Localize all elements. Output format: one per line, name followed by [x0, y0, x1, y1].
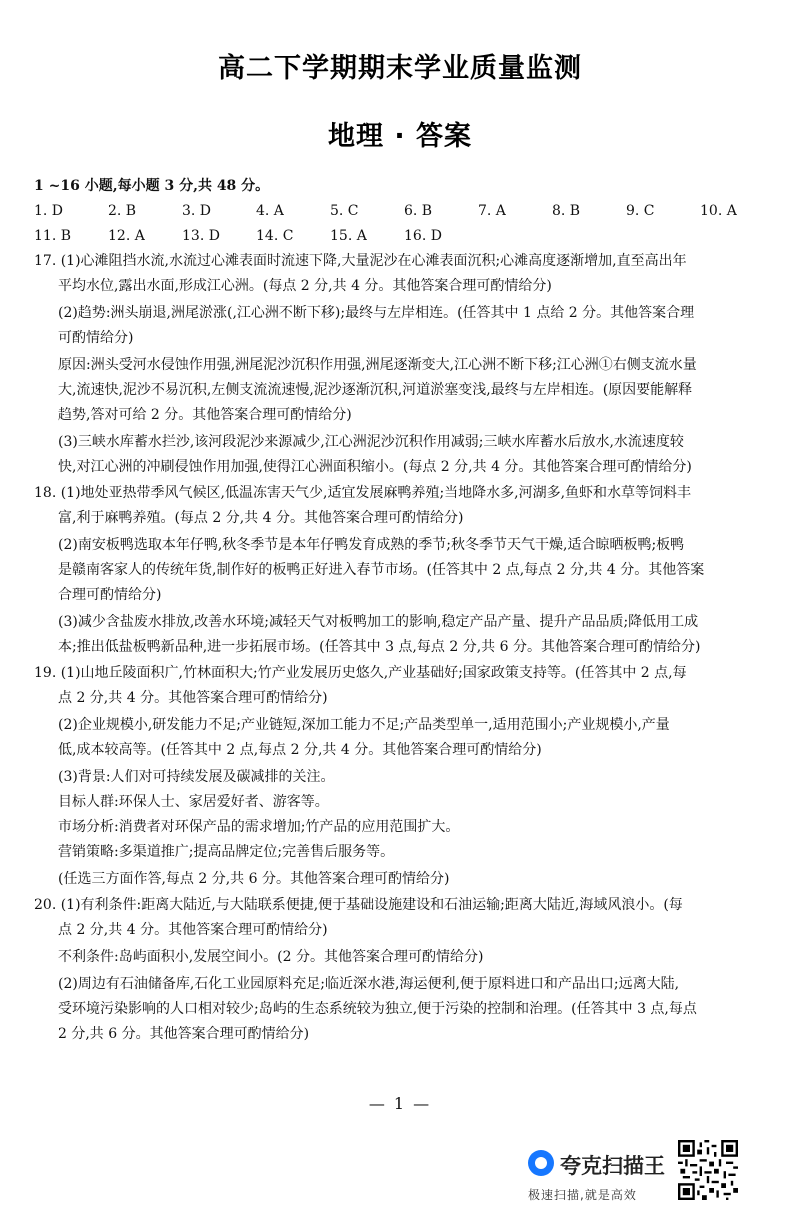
answer-line: (3)三峡水库蓄水拦沙,该河段泥沙来源减少,江心洲泥沙沉积作用减弱;三峡水库蓄水后放水,水流速度较 [58, 434, 684, 450]
mc-answer: 6. B [404, 203, 433, 219]
page-subtitle: 地理 · 答案 [327, 121, 473, 152]
answer-line: 市场分析:消费者对环保产品的需求增加;竹产品的应用范围扩大。 [58, 819, 460, 835]
scanner-logo-icon [528, 1150, 554, 1176]
answer-line: 趋势,答对可给 2 分。其他答案合理可酌情给分) [58, 407, 352, 423]
answer-line: 2 分,共 6 分。其他答案合理可酌情给分) [58, 1026, 310, 1042]
answer-line: 18. (1)地处亚热带季风气候区,低温冻害天气少,适宜发展麻鸭养殖;当地降水多,河湖多,鱼虾和水草等饲料丰 [34, 485, 692, 501]
mc-answer: 9. C [626, 203, 655, 219]
mc-answer: 2. B [108, 203, 137, 219]
page-title: 高二下学期期末学业质量监测 [218, 53, 582, 84]
mc-answer: 10. A [700, 203, 737, 219]
answer-line: 营销策略:多渠道推广;提高品牌定位;完善售后服务等。 [58, 844, 395, 860]
answer-line: 快,对江心洲的冲刷侵蚀作用加强,使得江心洲面积缩小。(每点 2 分,共 4 分。其他答案合理可酌情给分) [58, 459, 692, 475]
mc-answer: 16. D [404, 228, 442, 244]
mc-answer: 12. A [108, 228, 145, 244]
scanner-brand-name: 夸克扫描王 [560, 1154, 665, 1178]
mc-answer: 15. A [330, 228, 367, 244]
answer-line: 原因:洲头受河水侵蚀作用强,洲尾泥沙沉积作用强,洲尾逐渐变大,江心洲不断下移;江心洲①右侧支流水量 [58, 357, 697, 373]
answer-line: 富,利于麻鸭养殖。(每点 2 分,共 4 分。其他答案合理可酌情给分) [58, 510, 464, 526]
mc-header: 1 ~16 小题,每小题 3 分,共 48 分。 [34, 178, 270, 194]
answer-line: 大,流速快,泥沙不易沉积,左侧支流流速慢,泥沙逐渐沉积,河道淤塞变浅,最终与左岸相连。(原因要能解释 [58, 382, 693, 398]
scanner-watermark [526, 1144, 676, 1204]
answer-line: 受环境污染影响的人口相对较少;岛屿的生态系统较为独立,便于污染的控制和治理。(任答其中 3 点,每点 [58, 1001, 697, 1017]
answer-line: (2)趋势:洲头崩退,洲尾淤涨(,江心洲不断下移);最终与左岸相连。(任答其中 1 点给 2 分。其他答案合理 [58, 305, 695, 321]
answer-line: 目标人群:环保人士、家居爱好者、游客等。 [58, 794, 329, 810]
answer-line: 19. (1)山地丘陵面积广,竹林面积大;竹产业发展历史悠久,产业基础好;国家政策支持等。(任答其中 2 点,每 [34, 665, 687, 681]
mc-answer: 14. C [256, 228, 294, 244]
mc-answer: 5. C [330, 203, 359, 219]
answer-line: (3)减少含盐废水排放,改善水环境;减轻天气对板鸭加工的影响,稳定产品产量、提升产品品质;降低用工成 [58, 614, 699, 630]
answer-line: 可酌情给分) [58, 330, 134, 346]
answer-line: 本;推出低盐板鸭新品种,进一步拓展市场。(任答其中 3 点,每点 2 分,共 6 分。其他答案合理可酌情给分) [58, 639, 701, 655]
answer-line: (2)周边有石油储备库,石化工业园原料充足;临近深水港,海运便利,便于原料进口和产品出口;远离大陆, [58, 976, 680, 992]
qr-code-icon [678, 1140, 738, 1200]
answer-line: (2)企业规模小,研发能力不足;产业链短,深加工能力不足;产品类型单一,适用范围小;产业规模小,产量 [58, 717, 670, 733]
answer-line: (任选三方面作答,每点 2 分,共 6 分。其他答案合理可酌情给分) [58, 871, 450, 887]
answer-line: 点 2 分,共 4 分。其他答案合理可酌情给分) [58, 690, 328, 706]
answer-line: 不利条件:岛屿面积小,发展空间小。(2 分。其他答案合理可酌情给分) [58, 949, 484, 965]
mc-answer: 7. A [478, 203, 506, 219]
answer-line: 点 2 分,共 4 分。其他答案合理可酌情给分) [58, 922, 328, 938]
answer-line: (3)背景:人们对可持续发展及碳减排的关注。 [58, 769, 335, 785]
answer-line: 平均水位,露出水面,形成江心洲。(每点 2 分,共 4 分。其他答案合理可酌情给分) [58, 278, 552, 294]
mc-answer: 1. D [34, 203, 64, 219]
mc-answer: 11. B [34, 228, 72, 244]
mc-answer: 4. A [256, 203, 284, 219]
mc-answer: 13. D [182, 228, 220, 244]
mc-answer: 8. B [552, 203, 581, 219]
scanner-slogan: 极速扫描,就是高效 [528, 1188, 637, 1202]
answer-line: 是赣南客家人的传统年货,制作好的板鸭正好进入春节市场。(任答其中 2 点,每点 2 分,共 4 分。其他答案 [58, 562, 705, 578]
answer-line: 低,成本较高等。(任答其中 2 点,每点 2 分,共 4 分。其他答案合理可酌情给分) [58, 742, 542, 758]
answer-line: 20. (1)有利条件:距离大陆近,与大陆联系便捷,便于基础设施建设和石油运输;距离大陆近,海域风浪小。(每 [34, 897, 683, 913]
page-number: — 1 — [368, 1094, 432, 1113]
answer-line: (2)南安板鸭选取本年仔鸭,秋冬季节是本年仔鸭发育成熟的季节;秋冬季节天气干燥,适合晾晒板鸭;板鸭 [58, 537, 685, 553]
answer-line: 17. (1)心滩阻挡水流,水流过心滩表面时流速下降,大量泥沙在心滩表面沉积;心滩高度逐渐增加,直至高出年 [34, 253, 687, 269]
mc-answer: 3. D [182, 203, 212, 219]
answer-line: 合理可酌情给分) [58, 587, 162, 603]
